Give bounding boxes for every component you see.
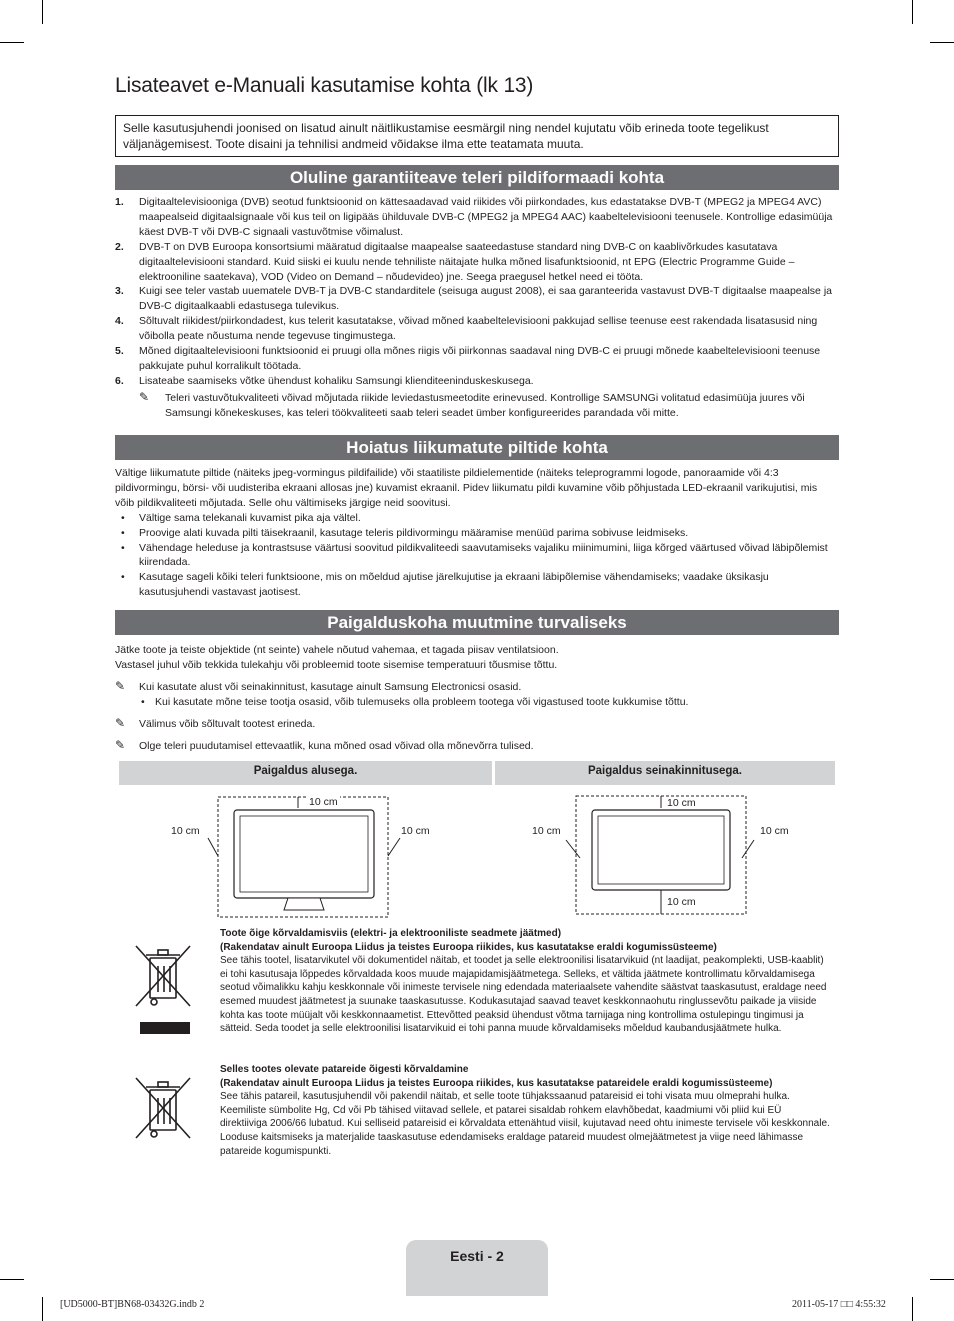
crossed-bin-icon: [130, 940, 194, 1038]
pencil-note-icon: ✎: [139, 389, 150, 404]
still-image-tips: [115, 511, 839, 600]
weee-body: See tähis tootel, lisatarvikutel või dokumentidel näitab, et toodet ja selle elektroonilisi lisatarvikuid (nt laadijat, peakomplekti, USB-kaablit) ei tohi kasutusaja lõppedes kõrvaldada koos muude majapidamisjäätmetega. Selleks, et vältida jäätmete kontrollimatu kõrvaldamisega seotud võimalikku kahju keskkonnale või inimeste tervisele ning edendada materiaalsete vahendite säästvat taaskasutust, eraldage need esemed muudest jäätmetest ja suunake taaskasutusse. Kodukasutajad saavad teavet keskkonnaohutu ringlussevõtu paikade ja viiside kohta kas toote müüjalt või keskkonnaametist. Ettevõtted peaksid ühendust võtma tarnijaga ning kontrollima ostulepingu tingimusi ja sätteid. Seda toodet ja selle elektroonilisi lisatarvikuid ei tohi panna muude kõrvaldamiseks mõeldud kaubandusjäätmete hulka.: [220, 955, 827, 1035]
page-number: Eesti - 2: [450, 1248, 504, 1264]
crop-mark: [0, 1279, 24, 1280]
weee-title: Toote õige kõrvaldamisviis (elektri- ja elektrooniliste seadmete jäätmed): [220, 928, 562, 939]
list-item: • Proovige alati kuvada pilti täisekraanil, kasutage teleris pildivormingu määramise menüüd parima sobivuse leidmiseks.: [115, 526, 839, 541]
warranty-section: [115, 195, 839, 421]
pencil-note-icon: ✎: [115, 678, 126, 693]
battery-disposal-text: [220, 1063, 830, 1158]
memo-note: ✎ Teleri vastuvõtukvaliteeti võivad mõjutada riikide leviedastusmeetodite erinevused. Kontrollige SAMSUNGi volitatud edasimüüja juures või Samsungi kõnekeskuses, kas teleri töökvaliteeti saab teleri seadet ümber konfigureerides parandada või mitte.: [139, 389, 805, 419]
crop-mark: [930, 42, 954, 43]
list-item: • Kasutage sageli kõiki teleri funktsioone, mis on mõeldud ajutise järelkujutise ja ekraani läbipõlemise vähendamiseks; vaadake üksikasju kasutusjuhendi vastavast jaotisest.: [115, 570, 839, 600]
clearance-bottom-label: 10 cm: [667, 896, 696, 908]
list-item: 1. Digitaaltelevisiooniga (DVB) seotud funktsioonid on kättesaadavad vaid riikides või piirkondades, kus edastatakse DVB-T (MPEG2 ja MPEG4 AVC) maapealseid digitaalsignaale või kus teil on ligipääs ühilduvale DVB-C (MPEG2 ja MPEG4 AAC) kaabeltelevisiooni teenusele. Kontrollige edasimüüja käest DVB-T või DVB-C signaali vastuvõtmise võimalust.: [115, 196, 833, 238]
section-heading-still-image: Hoiatus liikumatute piltide kohta: [115, 435, 839, 460]
install-sub-bullet: • Kui kasutate mõne teise tootja osasid, võib tulemuseks olla probleem tootega või vigastused toote kukkumise tõttu.: [115, 695, 839, 710]
wall-install-header: Paigaldus seinakinnitusega.: [495, 761, 835, 785]
stand-install-header: Paigaldus alusega.: [119, 761, 492, 785]
battery-subtitle: (Rakendatav ainult Euroopa Liidus ja teistes Euroopa riikides, kus kasutatakse patareidele eraldi kogumissüsteeme): [220, 1077, 773, 1089]
pencil-note-icon: ✎: [115, 715, 126, 730]
still-image-section: [115, 466, 839, 600]
clearance-top-label: 10 cm: [667, 797, 696, 809]
crop-mark: [912, 0, 913, 24]
install-paragraph: Vastasel juhul võib tekkida tulekahju või probleemid toote sisemise temperatuuri tõusmise tõttu.: [115, 658, 558, 671]
list-item: 3. Kuigi see teler vastab uuematele DVB-T ja DVB-C standarditele (seisuga august 2008), ei saa garanteerida vastavust DVB-T digitaalse maapealse ja DVB-C digitaalkaabli edastusega tulevikus.: [115, 285, 832, 313]
clearance-top-label: 10 cm: [309, 796, 338, 808]
print-slug-date: 2011-05-17 □□ 4:55:32: [792, 1299, 886, 1310]
list-item: 2. DVB-T on DVB Euroopa konsortsiumi määratud digitaalse maapealse saateedastuse standard ning DVB-C on kaablivõrkudes kasutatava digitaaltelevisiooni standard. Kuid siiski ei kuulu nende tehniliste näitajate hulka mõned lisafunktsioonid, nt EPG (Electric Programme Guide – elektrooniline saatekava), VOD (Video on Demand – nõudevideo) jne. Seega praegusel hetkel need ei tööta.: [115, 240, 795, 283]
page-title: Lisateavet e-Manuali kasutamise kohta (lk 13): [115, 74, 534, 97]
print-slug-file: [UD5000-BT]BN68-03432G.indb 2: [60, 1299, 205, 1310]
install-note: ✎ Välimus võib sõltuvalt tootest erineda.: [115, 715, 316, 730]
weee-disposal-text: [220, 927, 830, 1036]
clearance-right-label: 10 cm: [401, 825, 430, 837]
still-image-intro: Vältige liikumatute piltide (näiteks jpeg-vormingus pildifailide) või staatiliste pildielementide (näiteks teleprogrammi logode, panoraamide või 4:3 pildivormingu, börsi- või uudisteriba ekraani allosas jne) kuvamist ekraanil. Pidev liikumatu pildi kuvamine võib põhjustada LED-ekraanil varikujutisi, mis võib pildikvaliteeti mõjutada. Selle ohu vältimiseks järgige neid soovitusi.: [115, 467, 818, 509]
battery-body: See tähis patareil, kasutusjuhendil või pakendil näitab, et selle toote tühjakssaanud patareisid ei tohi visata muu olmeprahi hulka. Keemiliste sümbolite Hg, Cd või Pb tähised viitavad sellele, et patarei sisaldab rohkem elavhõbedat, kaadmiumi või pliid kui EÜ direktiiviga 2006/66 lubatud. Kui selliseid patareisid ei kõrvaldata ettenähtud viisil, kujutavad need ohtu inimeste tervisele või keskkonnale. Looduse kaitsmiseks ja materjalide taaskasutuse edendamiseks eraldage patareid muudest olmejäätmetest ja viige need lähimasse patareide kogumispunkti.: [220, 1091, 830, 1157]
crop-mark: [42, 1297, 43, 1321]
clearance-left-label: 10 cm: [171, 825, 200, 837]
weee-subtitle: (Rakendatav ainult Euroopa Liidus ja teistes Euroopa riikides, kus kasutatakse eraldi kogumissüsteeme): [220, 941, 717, 953]
intro-note: Selle kasutusjuhendi joonised on lisatud ainult näitlikustamise eesmärgil ning nendel kujutatu võib erineda toote tegelikust väljanägemisest. Toote disaini ja tehnilisi andmeid võidakse ilma ette teatamata muuta.: [115, 115, 839, 157]
clearance-right-label: 10 cm: [760, 825, 789, 837]
install-paragraph: Jätke toote ja teiste objektide (nt seinte) vahele nõutud vahemaa, et tagada piisav ventilatsioon.: [115, 644, 559, 656]
crossed-bin-icon: [130, 1072, 194, 1148]
list-item: 6. Lisateabe saamiseks võtke ühendust kohaliku Samsungi klienditeeninduskeskusega.: [115, 374, 534, 387]
install-note: ✎ Kui kasutate alust või seinakinnitust, kasutage ainult Samsung Electronicsi osasid.: [115, 678, 522, 693]
list-item: 4. Sõltuvalt riikidest/piirkondadest, kus telerit kasutatakse, võivad mõned kaabeltelevisiooni pakkujad sellise teenuse eest rakendada lisatasusid ning võibolla peate nõustuma nende tegevuse tingimustega.: [115, 315, 818, 343]
section-heading-installation: Paigalduskoha muutmine turvaliseks: [115, 610, 839, 635]
crop-mark: [0, 42, 24, 43]
clearance-left-label: 10 cm: [532, 825, 561, 837]
installation-section: [115, 643, 839, 753]
crop-mark: [42, 0, 43, 24]
crop-mark: [930, 1279, 954, 1280]
warranty-list: [115, 195, 839, 389]
list-item: 5. Mõned digitaaltelevisiooni funktsioonid ei pruugi olla mõnes riigis või piirkonnas saadaval ning DVB-C ei pruugi mõnede kaabeltelevisiooni teenuse pakkujate puhul korralikult töötada.: [115, 345, 821, 372]
crop-mark: [912, 1297, 913, 1321]
list-item: • Vähendage heleduse ja kontrastsuse väärtusi soovitud pildikvaliteedi saavutamiseks vajaliku miinimumini, liiga kõrged väärtused võivad läbipõlemist kiirendada.: [115, 541, 839, 571]
battery-title: Selles tootes olevate patareide õigesti kõrvaldamine: [220, 1064, 469, 1075]
install-note: ✎ Olge teleri puudutamisel ettevaatlik, kuna mõned osad võivad olla mõnevõrra tulised.: [115, 737, 534, 752]
page-number-tab: [406, 1240, 548, 1296]
pencil-note-icon: ✎: [115, 737, 126, 752]
section-heading-warranty: Oluline garantiiteave teleri pildiformaadi kohta: [115, 165, 839, 190]
list-item: • Vältige sama telekanali kuvamist pika aja vältel.: [115, 511, 839, 526]
